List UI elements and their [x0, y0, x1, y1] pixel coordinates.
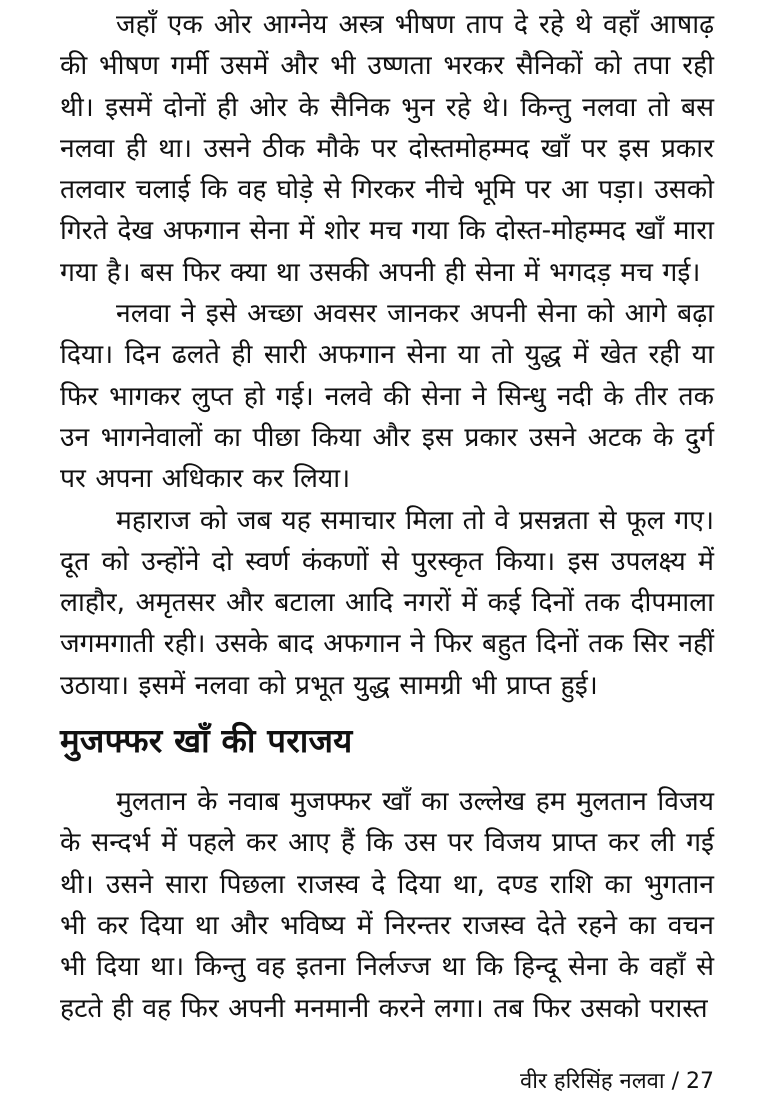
- section-heading: मुजफ्फर खाँ की पराजय: [60, 721, 353, 761]
- page-footer: वीर हरिसिंह नलवा / 27: [520, 1069, 714, 1094]
- book-page: [60, 4, 714, 1029]
- paragraph-battle: जहाँ एक ओर आग्नेय अस्त्र भीषण ताप दे रहे थे वहाँ आषाढ़ की भीषण गर्मी उसमें और भी उष्णता भरकर सैनिकों को तपा रही थी। इसमें दोनों ही ओर के सैनिक भुन रहे थे। किन्तु नलवा तो बस नलवा ही था। उसने ठीक मौके पर दोस्तमोहम्मद खाँ पर इस प्रकार तलवार चलाई कि वह घोड़े से गिरकर नीचे भूमि पर आ पड़ा। उसको गिरते देख अफगान सेना में शोर मच गया कि दोस्त-मोहम्मद खाँ मारा गया है। बस फिर क्या था उसकी अपनी ही सेना में भगदड़ मच गई।: [60, 9, 714, 288]
- paragraph-multan: मुलतान के नवाब मुजफ्फर खाँ का उल्लेख हम मुलतान विजय के सन्दर्भ में पहले कर आए हैं कि उस पर विजय प्राप्त कर ली गई थी। उसने सारा पिछला राजस्व दे दिया था, दण्ड राशि का भुगतान भी कर दिया था और भविष्य में निरन्तर राजस्व देते रहने का वचन भी दिया था। किन्तु वह इतना निर्लज्ज था कि हिन्दू सेना के वहाँ से हटते ही वह फिर अपनी मनमानी करने लगा। तब फिर उसको परास्त: [60, 786, 714, 1024]
- paragraph-maharaja: महाराज को जब यह समाचार मिला तो वे प्रसन्नता से फूल गए। दूत को उन्होंने दो स्वर्ण कंकणों से पुरस्कृत किया। इस उपलक्ष्य में लाहौर, अमृतसर और बटाला आदि नगरों में कई दिनों तक दीपमाला जगमगाती रही। उसके बाद अफगान ने फिर बहुत दिनों तक सिर नहीं उठाया। इसमें नलवा को प्रभूत युद्ध सामग्री भी प्राप्त हुई।: [60, 504, 714, 701]
- paragraph-attock: नलवा ने इसे अच्छा अवसर जानकर अपनी सेना को आगे बढ़ा दिया। दिन ढलते ही सारी अफगान सेना या तो युद्ध में खेत रही या फिर भागकर लुप्त हो गई। नलवे की सेना ने सिन्धु नदी के तीर तक उन भागनेवालों का पीछा किया और इस प्रकार उसने अटक के दुर्ग पर अपना अधिकार कर लिया।: [60, 298, 714, 495]
